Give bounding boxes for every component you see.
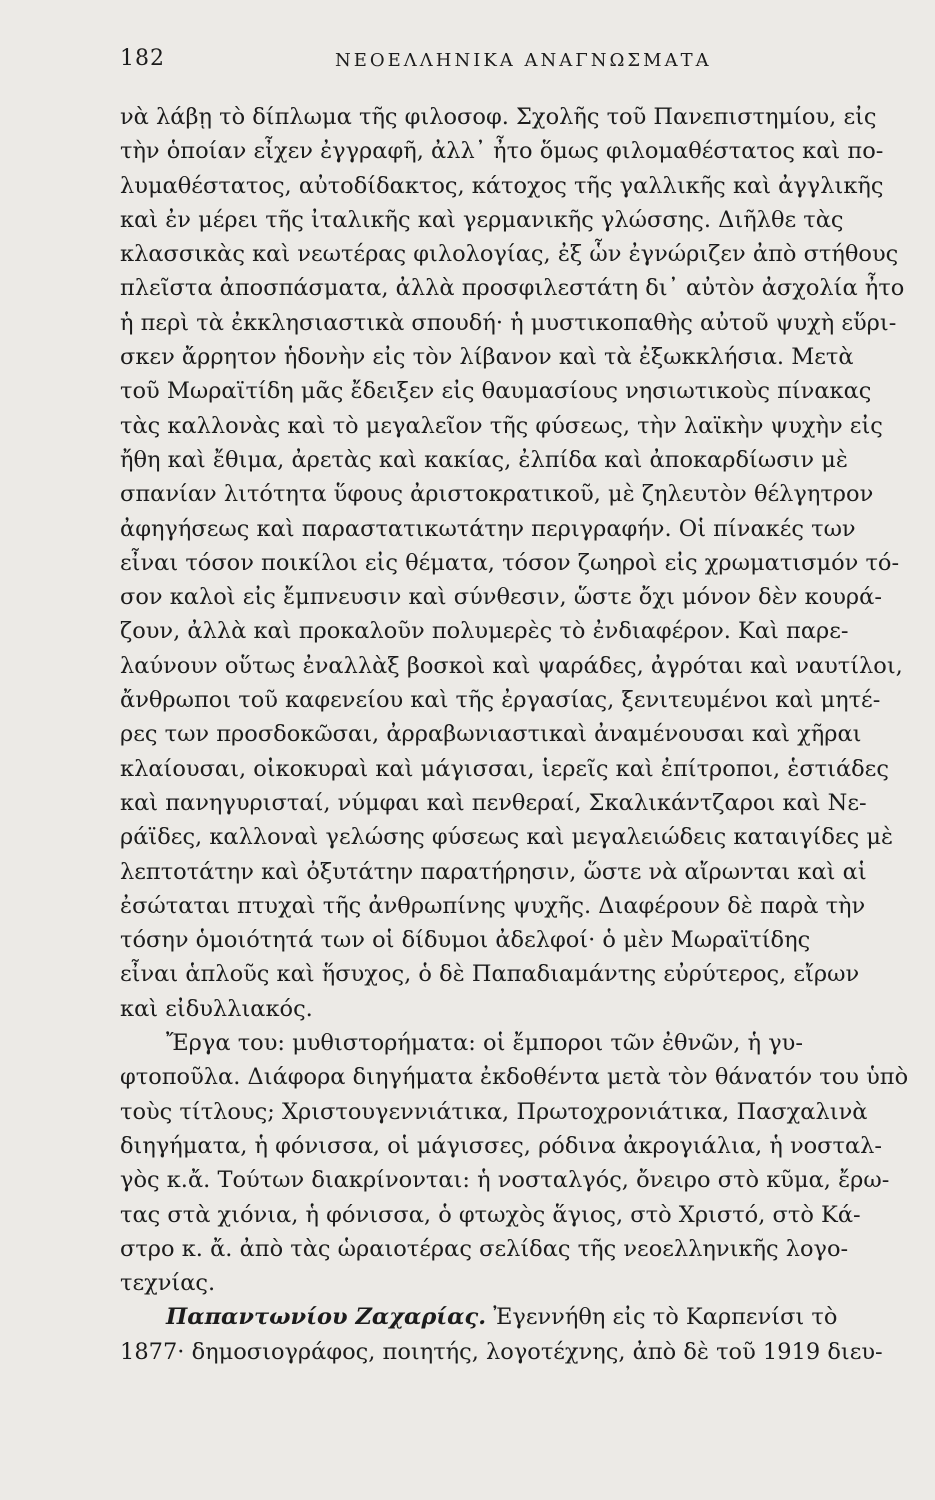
text-line: εἶναι ἁπλοῦς καὶ ἥσυχος, ὁ δὲ Παπαδιαμάντης εὐρύτερος, εἴρων bbox=[120, 961, 860, 988]
text-line: ἡ περὶ τὰ ἐκκλησιαστικὰ σπουδή· ἡ μυστικοπαθὴς αὐτοῦ ψυχὴ εὕρι- bbox=[120, 309, 897, 336]
bio-name: Παπαντωνίου Ζαχαρίας. bbox=[166, 1304, 487, 1331]
text-line: ρες των προσδοκῶσαι, ἀρραβωνιαστικαὶ ἀναμένουσαι καὶ χῆραι bbox=[120, 721, 862, 748]
page-number: 182 bbox=[120, 46, 165, 71]
text-line: ζουν, ἀλλὰ καὶ προκαλοῦν πολυμερὲς τὸ ἐνδιαφέρον. Καὶ παρε- bbox=[120, 618, 849, 645]
bio-entry-line bbox=[120, 1300, 888, 1334]
text-line: τεχνίας. bbox=[120, 1270, 216, 1297]
bio-text: Ἐγεννήθη εἰς τὸ Καρπενίσι τὸ bbox=[493, 1304, 838, 1331]
body-text bbox=[120, 100, 909, 1369]
text-line: σκεν ἄρρητον ἡδονὴν εἰς τὸν λίβανον καὶ τὰ ἐξωκκλήσια. Μετὰ bbox=[120, 344, 854, 371]
text-line: λαύνουν οὕτως ἐναλλὰξ βοσκοὶ καὶ ψαράδες, ἀγρόται καὶ ναυτίλοι, bbox=[120, 652, 903, 679]
text-line: φτοποῦλα. Διάφορα διηγήματα ἐκδοθέντα μετὰ τὸν θάνατόν του ὑπὸ bbox=[120, 1064, 909, 1091]
text-line: τοῦ Μωραϊτίδη μᾶς ἔδειξεν εἰς θαυμασίους νησιωτικοὺς πίνακας bbox=[120, 378, 872, 405]
text-line: λυμαθέστατος, αὐτοδίδακτος, κάτοχος τῆς γαλλικῆς καὶ ἀγγλικῆς bbox=[120, 172, 884, 199]
text-line: λεπτοτάτην καὶ ὀξυτάτην παρατήρησιν, ὥστε νὰ αἴρωνται καὶ αἱ bbox=[120, 858, 867, 885]
text-line: τας στὰ χιόνια, ἡ φόνισσα, ὁ φτωχὸς ἅγιος, στὸ Χριστό, στὸ Κά- bbox=[120, 1201, 861, 1228]
page-header bbox=[120, 40, 880, 80]
text-line: καὶ εἰδυλλιακός. bbox=[120, 995, 313, 1022]
bio-entry-line: 1877· δημοσιογράφος, ποιητής, λογοτέχνης, ἀπὸ δὲ τοῦ 1919 διευ- bbox=[120, 1338, 883, 1365]
text-line: σον καλοὶ εἰς ἔμπνευσιν καὶ σύνθεσιν, ὥστε ὄχι μόνον δὲν κουρά- bbox=[120, 584, 882, 611]
text-line: σπανίαν λιτότητα ὕφους ἀριστοκρατικοῦ, μὲ ζηλευτὸν θέλγητρον bbox=[120, 481, 874, 508]
text-line: τοὺς τίτλους; Χριστουγεννιάτικα, Πρωτοχρονιάτικα, Πασχαλινὰ bbox=[120, 1098, 868, 1125]
text-line: διηγήματα, ἡ φόνισσα, οἱ μάγισσες, ρόδινα ἀκρογιάλια, ἡ νοσταλ- bbox=[120, 1132, 883, 1159]
text-line: ἀφηγήσεως καὶ παραστατικωτάτην περιγραφήν. Οἱ πίνακές των bbox=[120, 515, 856, 542]
text-line: πλεῖστα ἀποσπάσματα, ἀλλὰ προσφιλεστάτη δι᾽ αὐτὸν ἀσχολία ἦτο bbox=[120, 275, 905, 302]
text-line: καὶ ἐν μέρει τῆς ἰταλικῆς καὶ γερμανικῆς γλώσσης. Διῆλθε τὰς bbox=[120, 206, 844, 233]
text-line: ἄνθρωποι τοῦ καφενείου καὶ τῆς ἐργασίας, ξενιτευμένοι καὶ μητέ- bbox=[120, 687, 881, 714]
text-line: ράϊδες, καλλοναὶ γελώσης φύσεως καὶ μεγαλειώδεις καταιγίδες μὲ bbox=[120, 824, 894, 851]
text-line: εἶναι τόσον ποικίλοι εἰς θέματα, τόσον ζωηροὶ εἰς χρωματισμόν τό- bbox=[120, 549, 900, 576]
text-line: τὴν ὁποίαν εἶχεν ἐγγραφῆ, ἀλλ᾽ ἦτο ὅμως φιλομαθέστατος καὶ πο- bbox=[120, 138, 884, 165]
text-line: ἐσώταται πτυχαὶ τῆς ἀνθρωπίνης ψυχῆς. Διαφέρουν δὲ παρὰ τὴν bbox=[120, 892, 866, 919]
text-line: στρο κ. ἄ. ἀπὸ τὰς ὡραιοτέρας σελίδας τῆς νεοελληνικῆς λογο- bbox=[120, 1235, 849, 1262]
text-line: γὸς κ.ἄ. Τούτων διακρίνονται: ἡ νοσταλγός, ὄνειρο στὸ κῦμα, ἔρω- bbox=[120, 1167, 890, 1194]
text-line: Ἔργα του: μυθιστορήματα: οἱ ἔμποροι τῶν ἐθνῶν, ἡ γυ- bbox=[166, 1030, 803, 1057]
text-line: τόσην ὁμοιότητά των οἱ δίδυμοι ἀδελφοί· ὁ μὲν Μωραϊτίδης bbox=[120, 927, 811, 954]
text-line: ἤθη καὶ ἔθιμα, ἀρετὰς καὶ κακίας, ἐλπίδα καὶ ἀποκαρδίωσιν μὲ bbox=[120, 446, 848, 473]
text-line: νὰ λάβῃ τὸ δίπλωμα τῆς φιλοσοφ. Σχολῆς τοῦ Πανεπιστημίου, εἰς bbox=[120, 104, 877, 130]
text-line: τὰς καλλονὰς καὶ τὸ μεγαλεῖον τῆς φύσεως, τὴν λαϊκὴν ψυχὴν εἰς bbox=[120, 412, 883, 439]
text-line: κλασσικὰς καὶ νεωτέρας φιλολογίας, ἐξ ὧν ἐγνώριζεν ἀπὸ στήθους bbox=[120, 241, 899, 268]
text-line: καὶ πανηγυρισταί, νύμφαι καὶ πενθεραί, Σκαλικάντζαροι καὶ Νε- bbox=[120, 789, 867, 816]
running-title: ΝΕΟΕΛΛΗΝΙΚΑ ΑΝΑΓΝΩΣΜΑΤΑ bbox=[335, 50, 712, 71]
text-line: κλαίουσαι, οἰκοκυραὶ καὶ μάγισσαι, ἱερεῖς καὶ ἐπίτροποι, ἑστιάδες bbox=[120, 755, 889, 782]
